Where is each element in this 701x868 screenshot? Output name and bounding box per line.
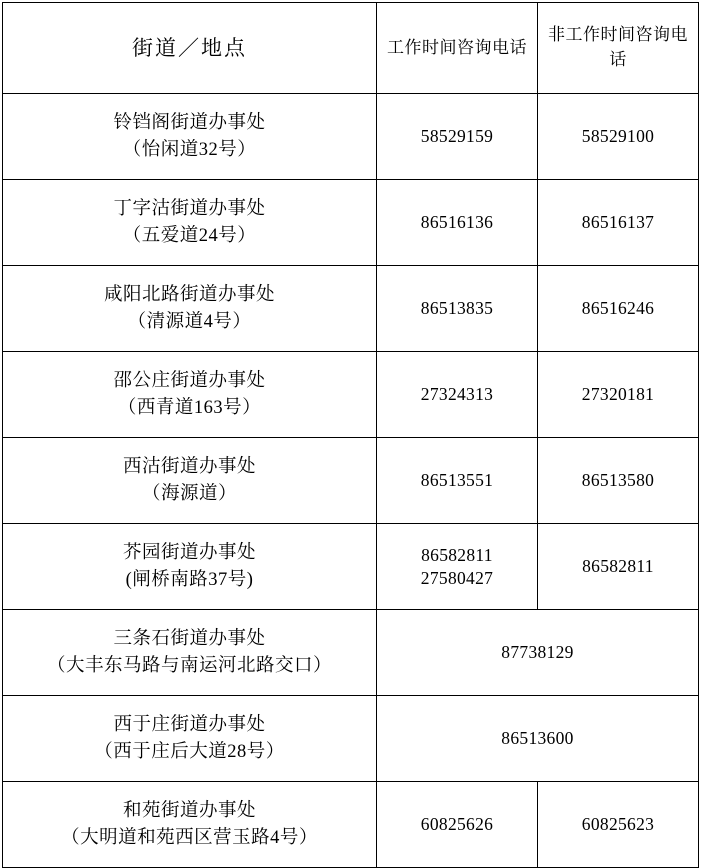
document-page bbox=[0, 2, 701, 848]
cell-off-hours-phone: 86516137 bbox=[538, 180, 699, 266]
place-line-2: （海源道） bbox=[141, 483, 237, 504]
table-row bbox=[3, 180, 699, 266]
table-row bbox=[3, 266, 699, 352]
cell-work-hours-phone: 86516136 bbox=[377, 180, 538, 266]
cell-place bbox=[3, 524, 377, 610]
cell-place bbox=[3, 352, 377, 438]
table-row bbox=[3, 782, 699, 868]
street-office-phone-table bbox=[2, 2, 699, 868]
table-row bbox=[3, 696, 699, 782]
cell-place bbox=[3, 438, 377, 524]
table-row bbox=[3, 94, 699, 180]
cell-off-hours-phone: 86516246 bbox=[538, 266, 699, 352]
cell-work-hours-phone: 86513551 bbox=[377, 438, 538, 524]
cell-off-hours-phone: 86513580 bbox=[538, 438, 699, 524]
cell-place bbox=[3, 696, 377, 782]
table-header bbox=[3, 3, 699, 94]
place-line-2: (闸桥南路37号) bbox=[125, 569, 254, 590]
place-line-2: （五爱道24号） bbox=[122, 225, 257, 246]
table-row bbox=[3, 352, 699, 438]
place-line-1: 西沽街道办事处 bbox=[122, 456, 256, 477]
place-line-2: （大明道和苑西区营玉路4号） bbox=[61, 827, 318, 848]
place-line-2: （清源道4号） bbox=[127, 311, 252, 332]
column-header-work-hours: 工作时间咨询电话 bbox=[377, 3, 538, 94]
table-row bbox=[3, 610, 699, 696]
place-line-2: （大丰东马路与南运河北路交口） bbox=[46, 655, 332, 676]
cell-place bbox=[3, 266, 377, 352]
place-line-2: （怡闲道32号） bbox=[122, 139, 257, 160]
cell-merged-phone: 87738129 bbox=[377, 610, 699, 696]
cell-place bbox=[3, 94, 377, 180]
place-line-1: 三条石街道办事处 bbox=[113, 628, 266, 649]
cell-off-hours-phone: 60825623 bbox=[538, 782, 699, 868]
column-header-place: 街道／地点 bbox=[3, 3, 377, 94]
cell-work-hours-phone: 60825626 bbox=[377, 782, 538, 868]
cell-work-hours-phone: 58529159 bbox=[377, 94, 538, 180]
header-row bbox=[3, 3, 699, 94]
cell-place bbox=[3, 782, 377, 868]
phone-line-2: 27580427 bbox=[420, 567, 494, 588]
table-body bbox=[3, 94, 699, 868]
place-line-1: 邵公庄街道办事处 bbox=[113, 370, 266, 391]
table-row bbox=[3, 438, 699, 524]
cell-place bbox=[3, 180, 377, 266]
phone-line-1: 86582811 bbox=[421, 544, 493, 565]
cell-off-hours-phone: 58529100 bbox=[538, 94, 699, 180]
place-line-1: 和苑街道办事处 bbox=[122, 800, 256, 821]
place-line-2: （西青道163号） bbox=[117, 397, 262, 418]
place-line-1: 咸阳北路街道办事处 bbox=[103, 284, 275, 305]
place-line-1: 西于庄街道办事处 bbox=[113, 714, 266, 735]
place-line-1: 铃铛阁街道办事处 bbox=[113, 112, 266, 133]
place-line-1: 丁字沽街道办事处 bbox=[113, 198, 266, 219]
cell-work-hours-phone bbox=[377, 524, 538, 610]
place-line-2: （西于庄后大道28号） bbox=[94, 741, 285, 762]
cell-work-hours-phone: 86513835 bbox=[377, 266, 538, 352]
cell-off-hours-phone: 86582811 bbox=[538, 524, 699, 610]
place-line-1: 芥园街道办事处 bbox=[122, 542, 256, 563]
column-header-off-hours: 非工作时间咨询电话 bbox=[538, 3, 699, 94]
cell-work-hours-phone: 27324313 bbox=[377, 352, 538, 438]
table-row bbox=[3, 524, 699, 610]
cell-merged-phone: 86513600 bbox=[377, 696, 699, 782]
cell-off-hours-phone: 27320181 bbox=[538, 352, 699, 438]
cell-place bbox=[3, 610, 377, 696]
